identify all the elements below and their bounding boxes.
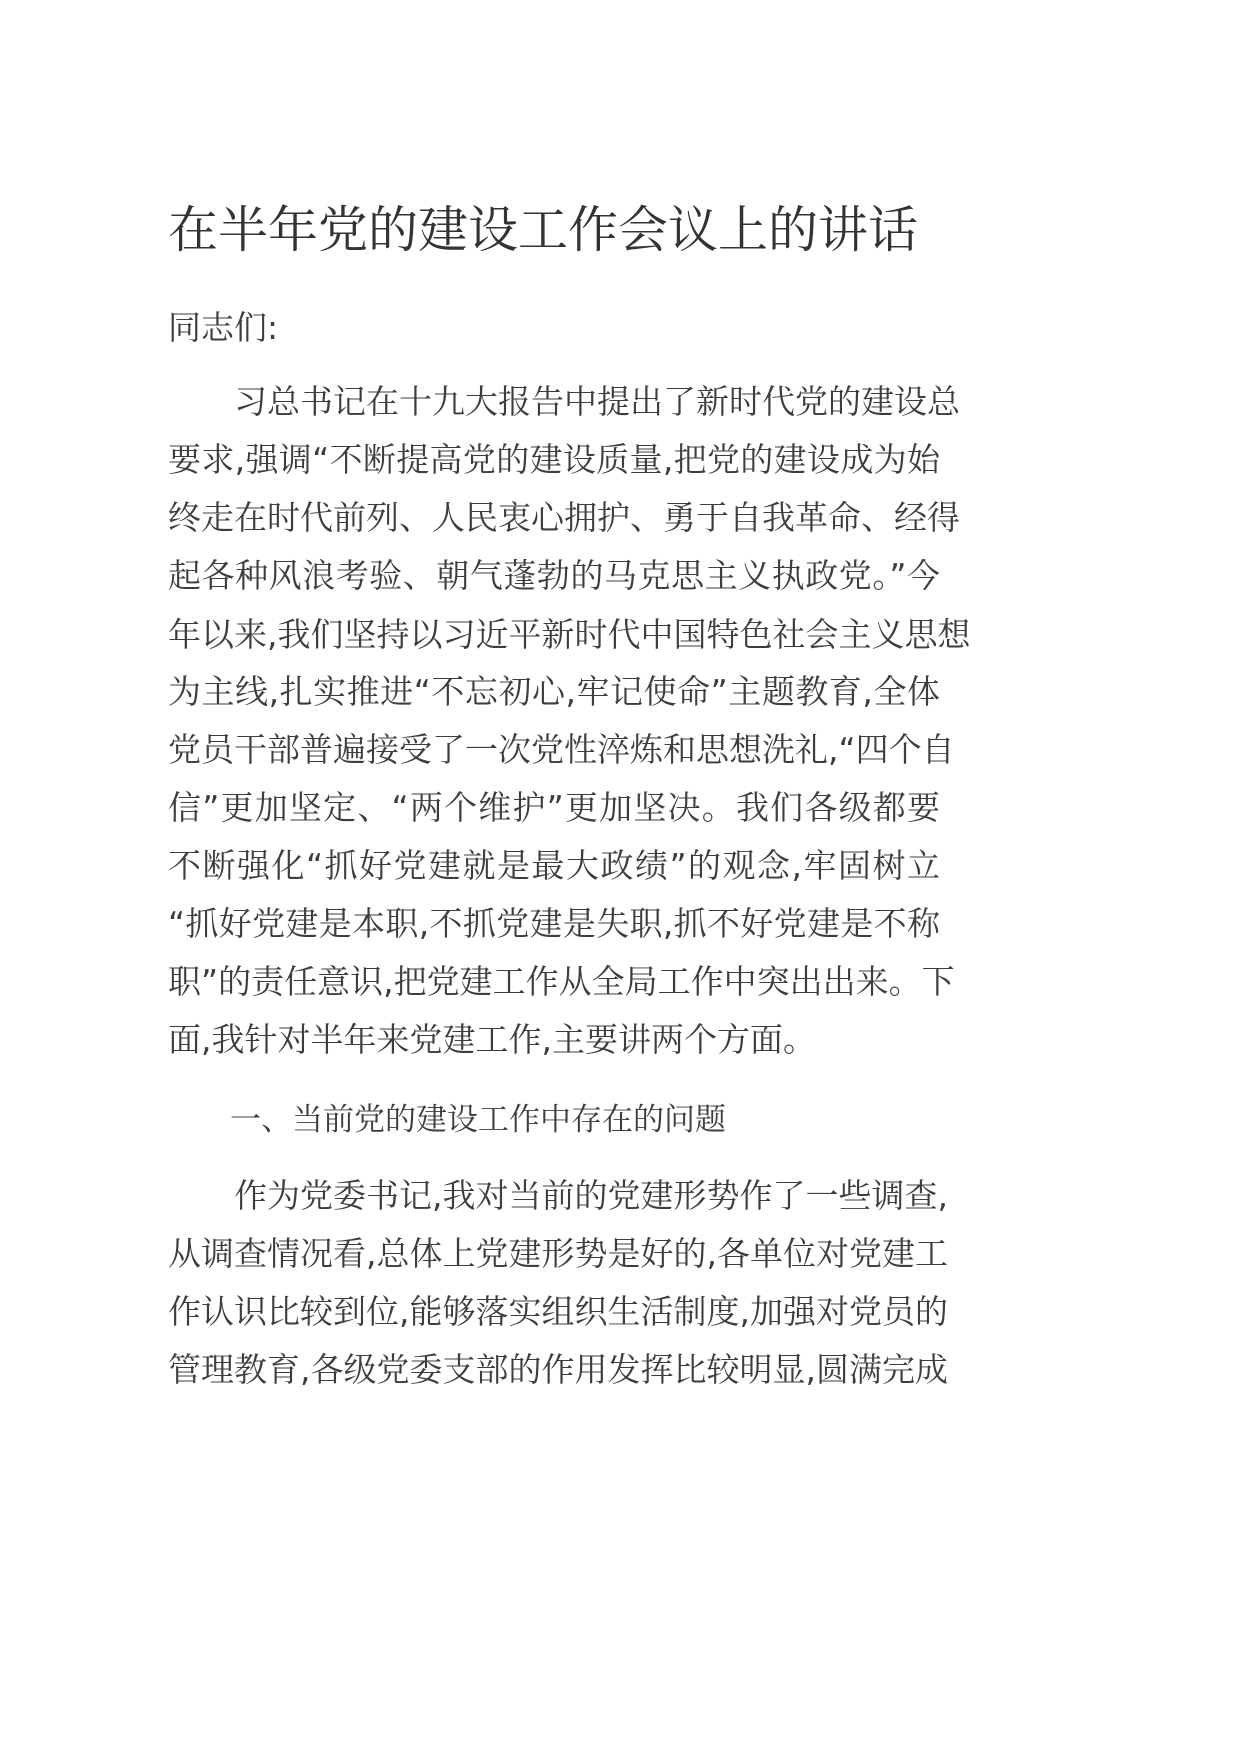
text-line: 从调查情况看,总体上党建形势是好的,各单位对党建工 (168, 1234, 948, 1273)
text-line: 作为党委书记,我对当前的党建形势作了一些调查, (168, 1176, 948, 1215)
text-line: 要求,强调“不断提高党的建设质量,把党的建设成为始 (168, 440, 940, 479)
text-line: 起各种风浪考验、朝气蓬勃的马克思主义执政党。”今 (168, 556, 940, 595)
text-line: 习总书记在十九大报告中提出了新时代党的建设总 (168, 382, 960, 421)
text-line: 作认识比较到位,能够落实组织生活制度,加强对党员的 (168, 1292, 948, 1331)
document-title: 在半年党的建设工作会议上的讲话 (168, 201, 918, 259)
text-line: 年以来,我们坚持以习近平新时代中国特色社会主义思想 (168, 615, 971, 654)
text-line: “抓好党建是本职,不抓党建是失职,抓不好党建是不称 (168, 904, 940, 943)
text-line: 面,我针对半年来党建工作,主要讲两个方面。 (168, 1020, 816, 1059)
text-line: 信”更加坚定、“两个维护”更加坚决。我们各级都要 (168, 788, 940, 827)
salutation: 同志们: (168, 308, 279, 347)
text-line: 职”的责任意识,把党建工作从全局工作中突出出来。下 (168, 962, 955, 1001)
text-line: 党员干部普遍接受了一次党性淬炼和思想洗礼,“四个自 (168, 730, 955, 769)
text-line: 终走在时代前列、人民衷心拥护、勇于自我革命、经得 (168, 498, 960, 537)
text-line: 不断强化“抓好党建就是最大政绩”的观念,牢固树立 (168, 846, 940, 885)
section-heading: 一、当前党的建设工作中存在的问题 (168, 1102, 726, 1138)
text-line: 为主线,扎实推进“不忘初心,牢记使命”主题教育,全体 (168, 672, 940, 711)
text-line: 管理教育,各级党委支部的作用发挥比较明显,圆满完成 (168, 1350, 948, 1389)
